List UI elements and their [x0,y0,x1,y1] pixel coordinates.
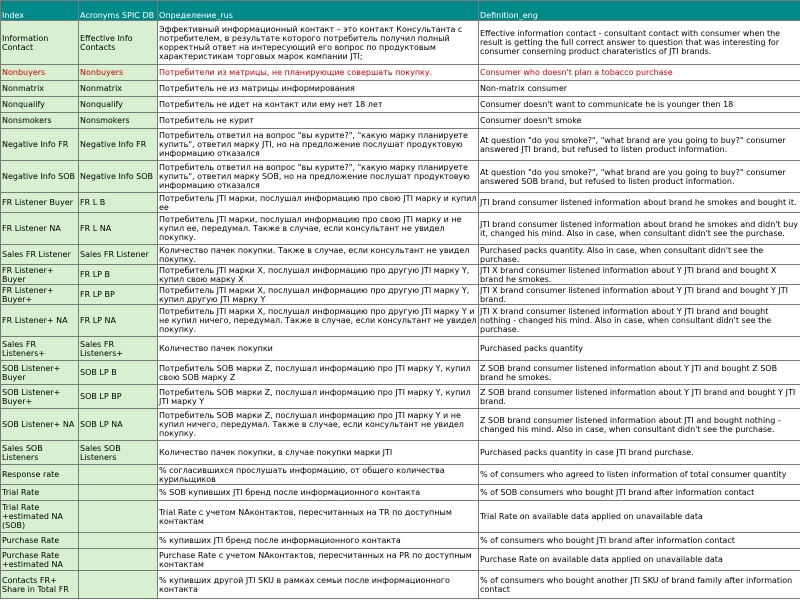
index-cell: FR Listener NA [1,213,79,245]
index-cell: SOB Listener+ Buyer+ [1,385,79,409]
index-cell: Sales SOB Listeners [1,441,79,465]
acronym-cell: FR LP B [79,265,158,285]
definition-eng-cell: Consumer doesn't smoke [479,113,800,129]
definition-rus-cell: Потребитель не идет на контакт или ему нет 18 лет [158,97,479,113]
definition-rus-cell: Потребитель не из матрицы информирования [158,81,479,97]
index-cell: Trial Rate +estimated NA (SOB) [1,501,79,533]
index-cell: Nonbuyers [1,65,79,81]
definition-rus-cell: Purchase Rate с учетом NAконтактов, пересчитанных на PR по доступным контактам [158,549,479,571]
index-cell: Contacts FR+ Share in Total FR [1,571,79,599]
acronym-cell: Sales SOB Listeners [79,441,158,465]
definition-eng-cell: JTI X brand consumer listened information about Y JTI brand and bought Y JTI brand. [479,285,800,305]
definition-eng-cell: % of SOB consumers who bought JTI brand after information contact [479,485,800,501]
index-cell: FR Listener+ Buyer [1,265,79,285]
definition-rus-cell: Потребитель SOB марки Z, послушал информацию про JTI марку Y, купил свою SOB марку Z [158,361,479,385]
table-row [1,245,800,265]
table-row [1,441,800,465]
index-cell: Nonqualify [1,97,79,113]
definition-eng-cell: Non-matrix consumer [479,81,800,97]
table-row [1,549,800,571]
definition-rus-cell: Потребитель JTI марки X, послушал информацию про другую JTI марку Y и не купил ничего, передумал. Также в случае, если консультант не увидел покупку. [158,305,479,337]
table-row [1,129,800,161]
index-cell: Nonsmokers [1,113,79,129]
acronym-cell [79,485,158,501]
definition-rus-cell: Потребитель JTI марки, послушал информацию про свою JTI марку и не купил ее, передумал. Также в случае, если консультант не увидел покупку. [158,213,479,245]
acronym-cell: SOB LP NA [79,409,158,441]
acronym-cell: SOB LP B [79,361,158,385]
definition-eng-cell: At question "do you smoke?", "what brand are you going to buy?" consumer answered SOB brand, but refused to listen product information. [479,161,800,193]
table-row [1,97,800,113]
index-cell: Sales FR Listeners+ [1,337,79,361]
definition-rus-cell: Количество пачек покупки. Также в случае, если консультант не увидел покупку. [158,245,479,265]
definition-rus-cell: Количество пачек покупки, в случае покупки марки JTI [158,441,479,465]
acronym-cell: Nonbuyers [79,65,158,81]
table-row [1,385,800,409]
header-definition-eng: Definition_eng [479,1,800,21]
index-cell: Nonmatrix [1,81,79,97]
table-row [1,113,800,129]
table-row [1,265,800,285]
definition-eng-cell: JTI X brand consumer listened information about Y JTI brand and bought nothing - changed his mind. Also in case, when consultant didn't see the purchase. [479,305,800,337]
table-row [1,465,800,485]
index-cell: Purchase Rate +estimated NA [1,549,79,571]
definition-eng-cell: JTI X brand consumer listened information about Y JTI brand and bought X brand he smokes. [479,265,800,285]
index-cell: FR Listener+ Buyer+ [1,285,79,305]
index-cell: Sales FR Listener [1,245,79,265]
definition-rus-cell: Потребитель ответил на вопрос "вы курите?", "какую марку планируете купить", ответил марку JTI, но на предложение послушат продуктовую информацию отказался [158,129,479,161]
table-row [1,285,800,305]
definition-eng-cell: Purchased packs quantity in case JTI brand purchase. [479,441,800,465]
index-cell: SOB Listener+ NA [1,409,79,441]
definition-eng-cell: Consumer who doesn't plan a tobacco purchase [479,65,800,81]
definition-eng-cell: Z SOB brand consumer listened information about Y JTI brand and bought Y JTI brand. [479,385,800,409]
definition-eng-cell: Trial Rate on available data applied on unavailable data [479,501,800,533]
definition-eng-cell: % of consumers who bought another JTI SKU of brand family after information contact [479,571,800,599]
index-cell: Negative Info FR [1,129,79,161]
table-body [1,21,800,599]
acronym-cell: FR L NA [79,213,158,245]
table-row [1,409,800,441]
definition-eng-cell: At question "do you smoke?", "what brand are you going to buy?" consumer answered JTI brand, but refused to listen product information. [479,129,800,161]
table-row [1,501,800,533]
definition-rus-cell: Потребитель ответил на вопрос "вы курите?", "какую марку планируете купить", ответил марку SOB, но на предложение послушат продуктовую информацию отказался [158,161,479,193]
definition-rus-cell: Количество пачек покупки [158,337,479,361]
table-row [1,305,800,337]
index-cell: Response rate [1,465,79,485]
definition-rus-cell: Потребитель JTI марки X, послушал информацию про другую JTI марку Y, купил свою марку X [158,265,479,285]
definition-eng-cell: Purchased packs quantity. Also in case, when consultant didn't see the purchase. [479,245,800,265]
acronym-cell: Nonsmokers [79,113,158,129]
table-row [1,533,800,549]
acronym-cell: Negative Info FR [79,129,158,161]
acronym-cell: Effective Info Contacts [79,21,158,65]
table-row [1,361,800,385]
definition-rus-cell: Trial Rate с учетом NAконтактов, пересчитанных на TR по доступным контактам [158,501,479,533]
definition-eng-cell: Consumer doesn't want to communicate he is younger then 18 [479,97,800,113]
acronym-cell: SOB LP BP [79,385,158,409]
definition-rus-cell: % купивших другой JTI SKU в рамках семьи после информационного контакта [158,571,479,599]
definition-rus-cell: Потребитель JTI марки X, послушал информацию про другую JTI марку Y, купил другую JTI марку Y [158,285,479,305]
header-definition-rus: Определение_rus [158,1,479,21]
table-row [1,81,800,97]
acronym-cell [79,533,158,549]
index-cell: Negative Info SOB [1,161,79,193]
acronym-cell: Sales FR Listener [79,245,158,265]
header-index: Index [1,1,79,21]
table-row [1,485,800,501]
header-acronyms: Acronyms SPIC DB [79,1,158,21]
index-cell: Trial Rate [1,485,79,501]
index-cell: FR Listener+ NA [1,305,79,337]
definition-rus-cell: % SOB купивших JTI бренд после информационного контакта [158,485,479,501]
definition-rus-cell: Потребитель SOB марки Z, послушал информацию про JTI марку Y, купил JTI марку Y [158,385,479,409]
definition-rus-cell: Эффективный информационный контакт – это контакт Консультанта с потребителем, в результате которого потребитель получил полный корректный ответ на интересующий его вопрос по продуктовым характеристикам торговых марок компании JTI; [158,21,479,65]
index-cell: Purchase Rate [1,533,79,549]
definition-rus-cell: Потребитель JTI марки, послушал информацию про свою JTI марку и купил ее [158,193,479,213]
definition-rus-cell: % согласившихся прослушать информацию, от общего количества курильщиков [158,465,479,485]
acronym-cell: FR LP NA [79,305,158,337]
definition-eng-cell: % of consumers who agreed to listen information of total consumer quantity [479,465,800,485]
definition-eng-cell: Effective information contact - consultant contact with consumer when the result is getting the full correct answer to question that was interesting for consumer conserning product charateristics of JTI brands. [479,21,800,65]
table-row [1,65,800,81]
acronym-cell: Nonmatrix [79,81,158,97]
definition-eng-cell: JTI brand consumer listened information about brand he smokes and didn't buy it, changed his mind. Also in case, when consultant didn't see the purchase. [479,213,800,245]
definition-eng-cell: Z SOB brand consumer listened information about JTI and bought nothing - changed his mind. Also in case, when consultant didn't see the purchase. [479,409,800,441]
definition-rus-cell: % купивших JTI бренд после информационного контакта [158,533,479,549]
table-row [1,21,800,65]
acronym-cell [79,549,158,571]
table-row [1,193,800,213]
definition-eng-cell: Z SOB brand consumer listened information about Y JTI and bought Z SOB brand he smokes. [479,361,800,385]
definition-eng-cell: Purchase Rate on available data applied on unavailable data [479,549,800,571]
definition-rus-cell: Потребитель SOB марки Z, послушал информацию про JTI марку Y и не купил ничего, передумал. Также в случае, если консультант не увидел покупку. [158,409,479,441]
table-row [1,213,800,245]
definition-eng-cell: % of consumers who bought JTI brand after information contact [479,533,800,549]
acronym-cell: FR L B [79,193,158,213]
table-row [1,161,800,193]
index-cell: FR Listener Buyer [1,193,79,213]
definition-rus-cell: Потребители из матрицы, не планирующие совершать покупку. [158,65,479,81]
acronym-cell: FR LP BP [79,285,158,305]
header-row [1,1,800,21]
acronym-cell: Negative Info SOB [79,161,158,193]
acronym-cell: Nonqualify [79,97,158,113]
table-row [1,337,800,361]
acronym-cell [79,501,158,533]
definition-eng-cell: Purchased packs quantity [479,337,800,361]
acronym-cell [79,465,158,485]
table-row [1,571,800,599]
acronym-cell: Sales FR Listeners+ [79,337,158,361]
definition-rus-cell: Потребитель не курит [158,113,479,129]
definition-eng-cell: JTI brand consumer listened information about brand he smokes and bought it. [479,193,800,213]
index-cell: SOB Listener+ Buyer [1,361,79,385]
acronym-cell [79,571,158,599]
index-cell: Information Contact [1,21,79,65]
